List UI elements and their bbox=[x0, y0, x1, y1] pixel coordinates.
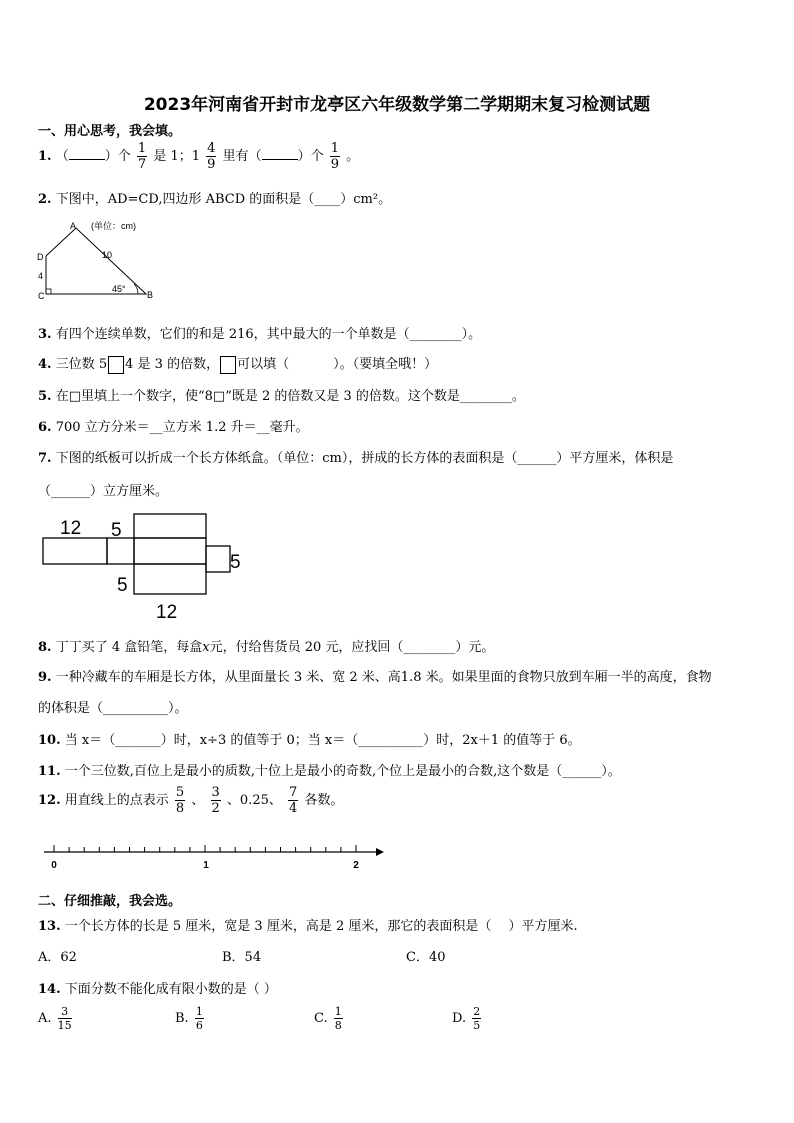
label-b: B bbox=[147, 290, 154, 300]
answer-blank[interactable] bbox=[69, 159, 105, 160]
dim-label: 5 bbox=[117, 575, 128, 596]
section-heading-choice: 二、仔细推敲，我会选。 bbox=[38, 894, 182, 909]
axis-label-1: 1 bbox=[203, 860, 209, 871]
dim-label: 12 bbox=[60, 518, 82, 539]
question-7-line2: （______）立方厘米。 bbox=[38, 484, 169, 499]
option-c[interactable]: C. $\frac{1}{8}$ bbox=[314, 1005, 342, 1032]
fraction: $\frac{3}{2}$ bbox=[211, 785, 220, 816]
fraction: $\frac{1}{9}$ bbox=[330, 141, 340, 172]
question-number: 6. bbox=[38, 420, 52, 435]
question-number: 14. bbox=[38, 982, 61, 997]
fraction: $\frac{5}{8}$ bbox=[175, 785, 185, 816]
dim-label: 5 bbox=[111, 520, 122, 541]
question-4 bbox=[38, 353, 437, 374]
question-text: 一种冷藏车的车厢是长方体，从里面量长 3 米、宽 2 米、高1.8 米。如果里面的食物只放到车厢一半的高度，食物 bbox=[55, 670, 712, 685]
question-14 bbox=[38, 978, 277, 997]
q4-text-d: ）。（要填全哦！） bbox=[333, 357, 438, 372]
question-number: 9. bbox=[38, 670, 52, 685]
option-a[interactable]: A. $\frac{3}{15}$ bbox=[38, 1005, 72, 1032]
question-7 bbox=[38, 447, 673, 466]
option-b[interactable]: B. $\frac{1}{6}$ bbox=[175, 1005, 203, 1032]
question-number: 12. bbox=[38, 793, 61, 808]
question-9 bbox=[38, 666, 712, 685]
q1-text-e: ）个 bbox=[297, 149, 324, 164]
question-13 bbox=[38, 915, 578, 934]
question-2 bbox=[38, 188, 391, 207]
question-text: 700 立方分米＝__立方米 1.2 升＝__毫升。 bbox=[55, 420, 309, 435]
question-number: 11. bbox=[38, 764, 61, 779]
answer-blank[interactable] bbox=[262, 159, 298, 160]
q4-text-a: 三位数 5 bbox=[55, 357, 108, 372]
unit-label: (单位：cm) bbox=[91, 221, 136, 231]
page-title: 2023年河南省开封市龙亭区六年级数学第二学期期末复习检测试题 bbox=[143, 95, 651, 115]
question-12 bbox=[38, 786, 343, 815]
question-6 bbox=[38, 416, 309, 435]
q1-text-d: 里有（ bbox=[222, 149, 262, 164]
question-3 bbox=[38, 323, 481, 342]
question-8 bbox=[38, 636, 494, 655]
question-text: 下面分数不能化成有限小数的是（ ） bbox=[64, 982, 277, 997]
q8-text-b: 元，付给售货员 20 元，应找回（________）元。 bbox=[209, 640, 495, 655]
axis-label-0: 0 bbox=[51, 860, 57, 871]
option-d[interactable]: D. $\frac{2}{5}$ bbox=[452, 1005, 481, 1032]
question-number: 4. bbox=[38, 357, 52, 372]
variable-x: x bbox=[202, 640, 210, 655]
question-text: 在□里填上一个数字，使“8□”既是 2 的倍数又是 3 的倍数。这个数是________。 bbox=[55, 389, 525, 404]
question-number: 7. bbox=[38, 451, 52, 466]
number-line bbox=[40, 842, 386, 872]
q12-text-b: 、 bbox=[191, 793, 205, 808]
q1-text-a: （ bbox=[55, 149, 69, 164]
label-c: C bbox=[38, 291, 45, 301]
q4-text-c: 可以填（ bbox=[237, 357, 290, 372]
question-text: 下图中，AD=CD,四边形 ABCD 的面积是（____）cm²。 bbox=[55, 192, 392, 207]
fraction: $\frac{7}{4}$ bbox=[289, 785, 298, 816]
q1-text-c: 是 1；1 bbox=[153, 149, 200, 164]
q8-text-a: 丁丁买了 4 盒铅笔，每盒 bbox=[55, 640, 203, 655]
question-text: 有四个连续单数，它们的和是 216，其中最大的一个单数是（________）。 bbox=[55, 327, 482, 342]
question-text: 一个长方体的长是 5 厘米，宽是 3 厘米，高是 2 厘米，那它的表面积是（ ）平方厘米. bbox=[64, 919, 578, 934]
digit-box[interactable] bbox=[108, 356, 124, 374]
question-number: 10. bbox=[38, 733, 61, 748]
q1-text-f: 。 bbox=[346, 149, 360, 164]
angle-label: 45° bbox=[112, 284, 126, 294]
question-11 bbox=[38, 760, 621, 779]
question-number: 8. bbox=[38, 640, 52, 655]
question-number: 1. bbox=[38, 149, 52, 164]
question-number: 3. bbox=[38, 327, 52, 342]
label-a: A bbox=[70, 221, 77, 231]
question-number: 5. bbox=[38, 389, 52, 404]
fraction: $\frac{4}{9}$ bbox=[207, 141, 216, 172]
question-1 bbox=[38, 142, 359, 171]
question-5 bbox=[38, 385, 525, 404]
q1-text-b: ）个 bbox=[104, 149, 131, 164]
length-cd: 4 bbox=[38, 271, 44, 281]
q12-text-c: 、0.25、 bbox=[226, 793, 282, 808]
question-10 bbox=[38, 729, 581, 748]
q4-text-b: 4 是 3 的倍数， bbox=[125, 357, 220, 372]
question-number: 13. bbox=[38, 919, 61, 934]
fraction: $\frac{1}{7}$ bbox=[137, 141, 147, 172]
quadrilateral-figure bbox=[34, 218, 164, 304]
q12-text-d: 各数。 bbox=[304, 793, 344, 808]
section-heading-fill: 一、用心思考，我会填。 bbox=[38, 124, 182, 139]
dim-label: 5 bbox=[230, 552, 241, 573]
option-b[interactable]: B．54 bbox=[222, 950, 262, 965]
label-d: D bbox=[37, 252, 44, 262]
dim-label: 12 bbox=[156, 602, 178, 623]
question-text: 当 x＝（_______）时，x÷3 的值等于 0；当 x＝（__________）时，2x＋1 的值等于 6。 bbox=[64, 733, 581, 748]
question-text: 下图的纸板可以折成一个长方体纸盒。（单位：cm），拼成的长方体的表面积是（______）平方厘米，体积是 bbox=[55, 451, 674, 466]
digit-box[interactable] bbox=[220, 356, 236, 374]
question-9-line2: 的体积是（__________）。 bbox=[38, 701, 188, 716]
option-c[interactable]: C．40 bbox=[406, 950, 446, 965]
option-a[interactable]: A．62 bbox=[38, 950, 77, 965]
axis-label-2: 2 bbox=[353, 860, 359, 871]
question-number: 2. bbox=[38, 192, 52, 207]
length-ab: 10 bbox=[102, 250, 113, 260]
question-text: 一个三位数,百位上是最小的质数,十位上是最小的奇数,个位上是最小的合数,这个数是（______）。 bbox=[64, 764, 621, 779]
box-net-figure bbox=[38, 508, 248, 626]
q12-text-a: 用直线上的点表示 bbox=[64, 793, 169, 808]
